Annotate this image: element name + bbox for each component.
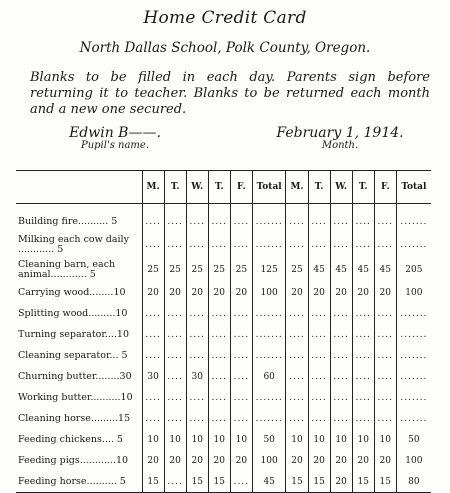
chore-label: Cleaning separator... 5 — [18, 349, 128, 361]
table-cell: 20 — [186, 450, 208, 471]
table-cell: 20 — [230, 282, 252, 303]
table-cell: .... — [374, 232, 396, 257]
table-header-cell: T. — [352, 171, 374, 204]
month-value: February 1, 1914. — [276, 125, 404, 141]
table-cell: 25 — [142, 257, 164, 282]
table-cell: .... — [230, 211, 252, 232]
table-cell: 20 — [308, 450, 330, 471]
card-title: Home Credit Card — [143, 8, 307, 28]
table-cell: 45 — [252, 471, 286, 493]
table-cell: .... — [186, 387, 208, 408]
table-cell: .... — [208, 366, 230, 387]
table-cell: .... — [164, 303, 186, 324]
chore-label: Carrying wood........10 — [18, 286, 126, 298]
table-cell: 15 — [142, 471, 164, 493]
table-cell: ....... — [252, 211, 286, 232]
table-cell: .... — [352, 211, 374, 232]
table-cell: 60 — [252, 366, 286, 387]
table-cell: .... — [286, 345, 308, 366]
table-cell: 45 — [308, 257, 330, 282]
school-subtitle: North Dallas School, Polk County, Oregon. — [79, 40, 371, 56]
instructions-text: Blanks to be filled in each day. Parents sign before returning it to teacher. Blanks to be returned each month and a new one secured. — [30, 70, 430, 117]
table-cell: .... — [330, 211, 352, 232]
chore-label: Churning butter........30 — [18, 370, 132, 382]
chore-label: Feeding horse.......... 5 — [16, 471, 142, 493]
chore-label: Feeding chickens.... 5 — [18, 433, 123, 445]
table-cell: .... — [352, 408, 374, 429]
table-cell: .... — [186, 211, 208, 232]
month-block — [255, 125, 425, 151]
table-cell: .... — [352, 387, 374, 408]
table-cell: ....... — [396, 303, 431, 324]
table-cell: 10 — [142, 429, 164, 450]
table-cell: .... — [230, 232, 252, 257]
table-cell: .... — [286, 366, 308, 387]
table-cell: .... — [308, 408, 330, 429]
table-row — [16, 324, 431, 345]
table-cell: ....... — [252, 408, 286, 429]
table-cell: .... — [142, 345, 164, 366]
table-cell: .... — [330, 232, 352, 257]
table-cell: 125 — [252, 257, 286, 282]
chore-label: Working butter..........10 — [18, 391, 133, 403]
table-cell: ....... — [252, 232, 286, 257]
table-header-cell: W. — [186, 171, 208, 204]
table-cell: .... — [308, 324, 330, 345]
table-cell: 20 — [230, 450, 252, 471]
table-cell: 20 — [164, 450, 186, 471]
table-cell: .... — [330, 366, 352, 387]
table-row — [16, 408, 431, 429]
table-cell: .... — [142, 303, 164, 324]
table-cell: .... — [308, 232, 330, 257]
table-cell: .... — [352, 303, 374, 324]
table-cell: .... — [164, 366, 186, 387]
table-cell: ....... — [396, 211, 431, 232]
table-header-cell: Total — [252, 171, 286, 204]
table-cell: 45 — [352, 257, 374, 282]
table-cell: .... — [186, 232, 208, 257]
table-cell: 25 — [208, 257, 230, 282]
chore-label: Cleaning horse.........15 — [18, 412, 131, 424]
table-header-cell: Total — [396, 171, 431, 204]
chore-label: Milking each cow daily ............ 5 — [18, 233, 129, 255]
table-cell: .... — [330, 387, 352, 408]
table-cell: .... — [186, 408, 208, 429]
table-cell: .... — [330, 345, 352, 366]
table-cell: .... — [142, 211, 164, 232]
table-cell: .... — [230, 303, 252, 324]
table-cell: .... — [208, 345, 230, 366]
table-cell: .... — [374, 366, 396, 387]
table-cell: .... — [374, 211, 396, 232]
table-cell: .... — [330, 303, 352, 324]
table-cell: 100 — [252, 450, 286, 471]
table-cell: 10 — [164, 429, 186, 450]
table-cell: 15 — [186, 471, 208, 493]
table-cell: .... — [330, 324, 352, 345]
table-cell: 80 — [396, 471, 431, 493]
table-header-cell: T. — [164, 171, 186, 204]
table-cell: .... — [208, 303, 230, 324]
table-cell: .... — [164, 324, 186, 345]
table-body — [16, 204, 431, 493]
table-cell: .... — [230, 324, 252, 345]
table-cell: 20 — [352, 282, 374, 303]
table-cell: .... — [208, 387, 230, 408]
table-cell: .... — [374, 387, 396, 408]
table-cell: .... — [374, 345, 396, 366]
table-cell: .... — [352, 324, 374, 345]
table-row — [16, 471, 431, 493]
table-cell: .... — [186, 324, 208, 345]
table-cell: .... — [164, 471, 186, 493]
table-cell: .... — [352, 345, 374, 366]
table-cell: 50 — [396, 429, 431, 450]
table-cell: 100 — [396, 450, 431, 471]
table-cell: 45 — [374, 257, 396, 282]
table-cell: ....... — [396, 366, 431, 387]
table-cell: .... — [330, 408, 352, 429]
table-cell: 10 — [208, 429, 230, 450]
table-cell: .... — [230, 408, 252, 429]
table-cell: 45 — [330, 257, 352, 282]
table-cell: 20 — [330, 471, 352, 493]
table-cell: ....... — [252, 345, 286, 366]
table-cell: 20 — [330, 450, 352, 471]
table-header-task — [16, 171, 142, 204]
chore-label: Feeding pigs............10 — [18, 454, 129, 466]
table-cell: .... — [286, 303, 308, 324]
table-row — [16, 366, 431, 387]
table-cell: .... — [164, 345, 186, 366]
table-cell: 10 — [330, 429, 352, 450]
table-cell: .... — [352, 366, 374, 387]
table-header-cell: W. — [330, 171, 352, 204]
table-cell: 20 — [374, 450, 396, 471]
table-row — [16, 211, 431, 232]
chores-table — [16, 170, 431, 493]
table-cell: .... — [208, 324, 230, 345]
pupil-name: Edwin B——. — [69, 125, 161, 141]
table-cell: 25 — [230, 257, 252, 282]
table-header-cell: F. — [374, 171, 396, 204]
table-cell: 205 — [396, 257, 431, 282]
table-header-cell: M. — [286, 171, 308, 204]
table-cell: .... — [352, 232, 374, 257]
table-cell: .... — [142, 324, 164, 345]
table-row — [16, 232, 431, 257]
table-cell: .... — [164, 408, 186, 429]
chore-label: Splitting wood.........10 — [18, 307, 128, 319]
pupil-name-caption: Pupil's name. — [80, 140, 149, 151]
table-header-cell: F. — [230, 171, 252, 204]
table-cell: 20 — [286, 450, 308, 471]
table-cell: 10 — [186, 429, 208, 450]
table-cell: .... — [186, 303, 208, 324]
table-row — [16, 345, 431, 366]
table-cell: .... — [374, 324, 396, 345]
chore-label: Cleaning barn, each animal............ 5 — [18, 258, 116, 280]
table-cell: 20 — [374, 282, 396, 303]
table-cell: .... — [208, 408, 230, 429]
table-cell: 10 — [230, 429, 252, 450]
table-cell: .... — [308, 345, 330, 366]
table-cell: ....... — [396, 387, 431, 408]
table-cell: .... — [286, 408, 308, 429]
table-cell: 15 — [352, 471, 374, 493]
table-cell: .... — [208, 211, 230, 232]
table-header-row — [16, 171, 431, 204]
table-cell: 25 — [186, 257, 208, 282]
table-cell: .... — [374, 408, 396, 429]
table-row — [16, 429, 431, 450]
table-row — [16, 303, 431, 324]
table-cell: .... — [208, 232, 230, 257]
table-header-cell: T. — [208, 171, 230, 204]
table-cell: 10 — [308, 429, 330, 450]
chore-label: Building fire.......... 5 — [18, 215, 118, 227]
table-cell: 15 — [208, 471, 230, 493]
table-cell: 10 — [374, 429, 396, 450]
table-cell: .... — [230, 345, 252, 366]
table-cell: .... — [308, 366, 330, 387]
table-cell: 20 — [208, 450, 230, 471]
table-cell: .... — [142, 232, 164, 257]
table-cell: .... — [230, 471, 252, 493]
table-cell: 50 — [252, 429, 286, 450]
table-cell: 100 — [252, 282, 286, 303]
table-cell: .... — [230, 366, 252, 387]
table-spacer-row — [16, 204, 431, 212]
table-cell: 25 — [164, 257, 186, 282]
table-row — [16, 282, 431, 303]
month-caption: Month. — [321, 140, 359, 151]
table-cell: 10 — [286, 429, 308, 450]
table-cell: .... — [308, 387, 330, 408]
table-cell: .... — [308, 211, 330, 232]
table-cell: .... — [186, 345, 208, 366]
table-cell: 20 — [164, 282, 186, 303]
table-cell: 30 — [186, 366, 208, 387]
table-cell: ....... — [252, 303, 286, 324]
table-row — [16, 450, 431, 471]
chore-label: Turning separator....10 — [18, 328, 130, 340]
table-cell: .... — [286, 324, 308, 345]
table-cell: ....... — [396, 345, 431, 366]
table-cell: 15 — [308, 471, 330, 493]
table-header-cell: T. — [308, 171, 330, 204]
table-header-cell: M. — [142, 171, 164, 204]
table-cell: .... — [142, 387, 164, 408]
table-cell: ....... — [396, 408, 431, 429]
table-cell: 15 — [374, 471, 396, 493]
table-cell: 20 — [142, 450, 164, 471]
table-row — [16, 257, 431, 282]
table-cell: 20 — [186, 282, 208, 303]
table-cell: ....... — [252, 387, 286, 408]
table-cell: .... — [308, 303, 330, 324]
table-cell: .... — [286, 387, 308, 408]
table-cell: .... — [286, 232, 308, 257]
table-cell: 10 — [352, 429, 374, 450]
table-cell: .... — [164, 232, 186, 257]
table-cell: .... — [374, 303, 396, 324]
table-cell: ....... — [396, 232, 431, 257]
table-cell: .... — [164, 387, 186, 408]
table-cell: 20 — [208, 282, 230, 303]
table-cell: .... — [286, 211, 308, 232]
table-cell: 30 — [142, 366, 164, 387]
table-cell: 20 — [286, 282, 308, 303]
table-cell: 20 — [330, 282, 352, 303]
table-cell: ....... — [252, 324, 286, 345]
table-cell: .... — [164, 211, 186, 232]
table-cell: .... — [142, 408, 164, 429]
table-cell: ....... — [396, 324, 431, 345]
table-cell: 20 — [352, 450, 374, 471]
table-cell: 25 — [286, 257, 308, 282]
table-cell: 20 — [308, 282, 330, 303]
pupil-name-block — [30, 125, 200, 151]
table-row — [16, 387, 431, 408]
table-cell: .... — [230, 387, 252, 408]
table-cell: 100 — [396, 282, 431, 303]
table-cell: 20 — [142, 282, 164, 303]
table-cell: 15 — [286, 471, 308, 493]
